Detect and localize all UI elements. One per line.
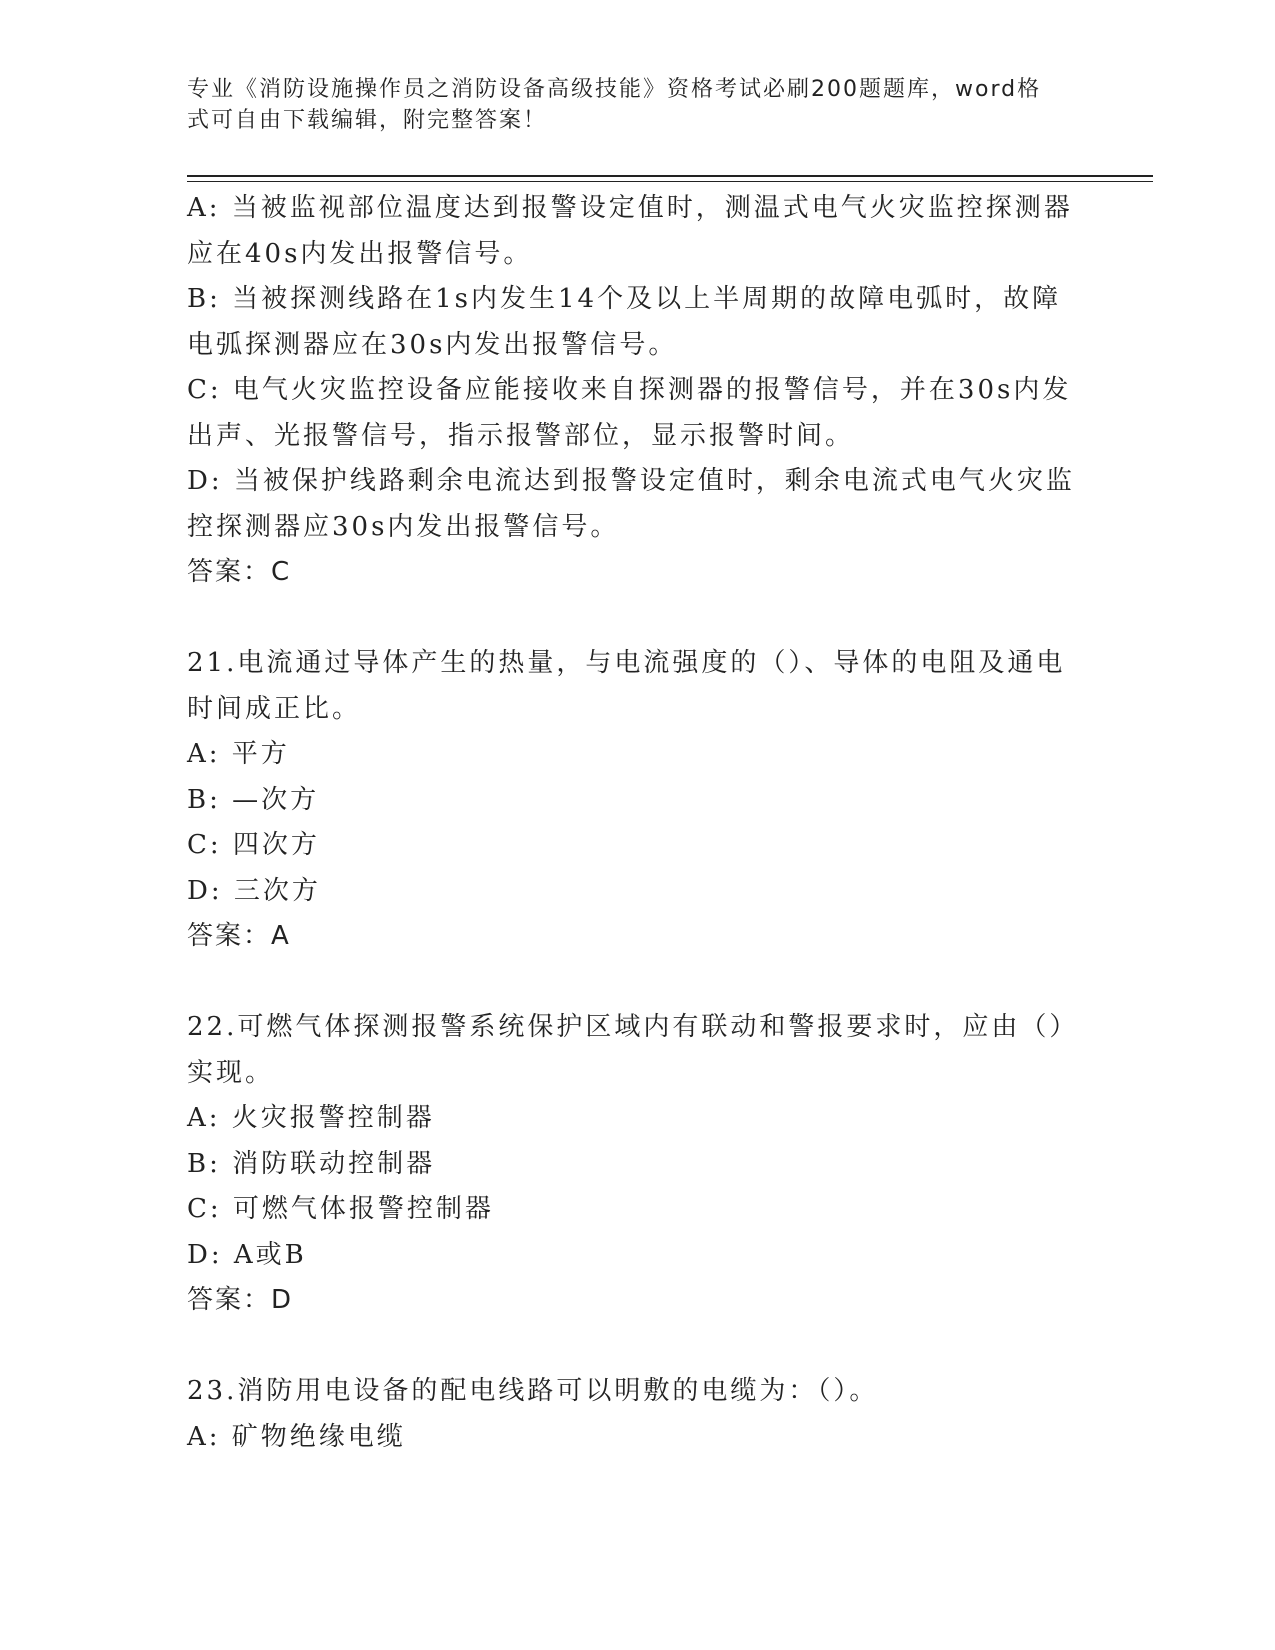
header-line-2: 式可自由下载编辑，附完整答案！ (187, 108, 548, 133)
q20-option-d-line-1: D: 当被保护线路剩余电流达到报警设定值时，剩余电流式电气火灾监 (187, 466, 1075, 496)
question-22-block (187, 1005, 1087, 1324)
q20-option-d-line-2: 控探测器应30s内发出报警信号。 (187, 511, 620, 542)
q20-option-a-line-1: A: 当被监视部位温度达到报警设定值时，测温式电气火灾监控探测器 (187, 193, 1073, 223)
q23-option-a: A: 矿物绝缘电缆 (187, 1421, 406, 1452)
header-line-1: 专业《消防设施操作员之消防设备高级技能》资格考试必刷200题题库，word格 (187, 77, 1042, 102)
q20-option-c-line-2: 出声、光报警信号，指示报警部位，显示报警时间。 (187, 420, 855, 451)
q20-option-b-line-1: B: 当被探测线路在1s内发生14个及以上半周期的故障电弧时，故障 (187, 284, 1062, 314)
q21-option-c: C: 四次方 (187, 830, 320, 860)
question-20-block (187, 186, 1087, 596)
q20-option-b-line-2: 电弧探测器应在30s内发出报警信号。 (187, 329, 678, 360)
header-rule-thick (187, 175, 1153, 177)
q22-stem-line-1: 22.可燃气体探测报警系统保护区域内有联动和警报要求时，应由（） (187, 1012, 1079, 1042)
document-body (187, 186, 1087, 1460)
q20-option-c-line-1: C: 电气火灾监控设备应能接收来自探测器的报警信号，并在30s内发 (187, 375, 1072, 405)
q22-option-d: D: A或B (187, 1239, 307, 1270)
q20-option-a-line-2: 应在40s内发出报警信号。 (187, 238, 533, 269)
spacer (187, 596, 1087, 642)
q23-stem-line-1: 23.消防用电设备的配电线路可以明敷的电缆为：（）。 (187, 1376, 879, 1406)
q20-answer: 答案：C (187, 557, 292, 587)
q22-option-c: C: 可燃气体报警控制器 (187, 1194, 494, 1224)
question-21-block (187, 641, 1087, 960)
q21-stem-line-2: 时间成正比。 (187, 693, 362, 724)
q21-stem-line-1: 21.电流通过导体产生的热量，与电流强度的（）、导体的电阻及通电 (187, 648, 1066, 678)
spacer (187, 960, 1087, 1006)
q21-option-d: D: 三次方 (187, 875, 321, 906)
question-23-block (187, 1369, 1087, 1460)
q22-answer: 答案：D (187, 1285, 294, 1315)
header-rule-thin (187, 181, 1153, 182)
q22-option-a: A: 火灾报警控制器 (187, 1103, 435, 1133)
q21-answer: 答案：A (187, 921, 291, 951)
q21-option-a: A: 平方 (187, 739, 290, 769)
q22-stem-line-2: 实现。 (187, 1057, 275, 1088)
q21-option-b: B: —次方 (187, 784, 320, 815)
q22-option-b: B: 消防联动控制器 (187, 1148, 436, 1179)
document-header (187, 74, 1067, 136)
spacer (187, 1324, 1087, 1370)
